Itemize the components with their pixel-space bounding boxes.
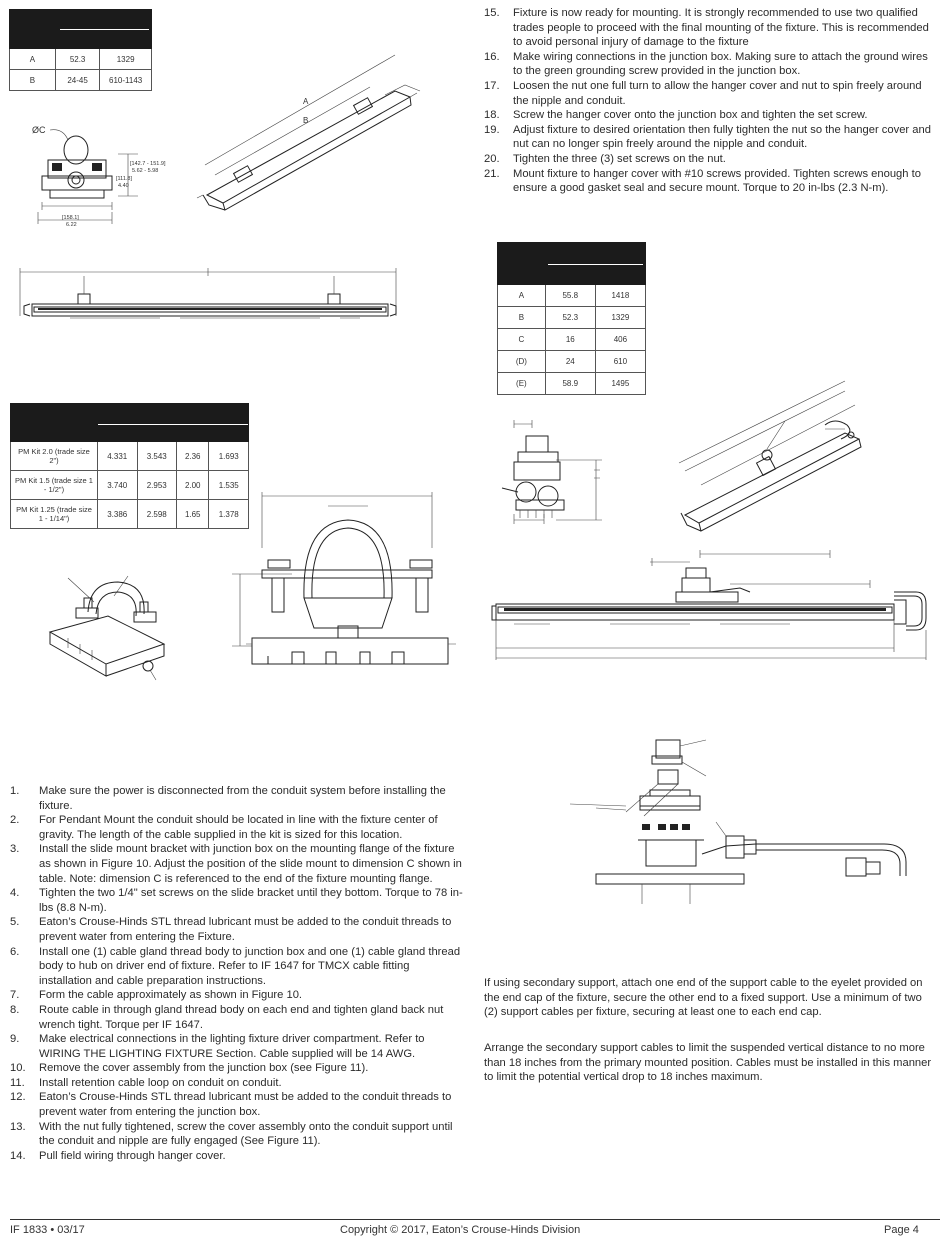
list-item: 17. Loosen the nut one full turn to allow the hanger cover and nut to spin freely around the nipple and conduit. <box>484 79 922 107</box>
list-item: 19. Adjust fixture to desired orientation then fully tighten the nut so the hanger cover and nut can no longer spin freely around the nipple and conduit. <box>484 123 931 151</box>
list-item: 15. Fixture is now ready for mounting. It is strongly recommended to use two qualified trades people to proceed with the final mounting of the fixture. This is recommended to avoid personal injury of damage to the fixture <box>484 7 929 49</box>
document-id: IF 1833 • 03/17 <box>10 1224 85 1236</box>
list-item: 6. Install one (1) cable gland thread body to junction box and one (1) cable gland thread body to hub on driver end of fixture. Refer to IF 1647 for TMCX cable fitting installation and cable preparation instructions. <box>10 945 461 987</box>
table-row: B 52.3 1329 <box>498 307 646 329</box>
pipe-clamp-isometric <box>28 572 168 682</box>
table-row: B 24-45 610-1143 <box>10 70 152 91</box>
list-item: 14. Pull field wiring through hanger cover. <box>10 1149 226 1162</box>
list-item: 9. Make electrical connections in the lighting fixture driver compartment. Refer to WIRING THE LIGHTING FIXTURE Section. Cable supplied will be 14 AWG. <box>10 1033 425 1060</box>
list-item: 2. For Pendant Mount the conduit should be located in line with the fixture center of gravity. The length of the cable supplied in the kit is sized for this location. <box>10 814 438 841</box>
junction-box-side-view <box>496 414 616 526</box>
installation-steps-right <box>484 6 936 196</box>
pipe-clamp-front-view <box>232 488 468 678</box>
table-row: A 55.8 1418 <box>498 285 646 307</box>
list-item: 16. Make wiring connections in the junction box. Making sure to attach the ground wires to the green grounding screw provided in the junction box. <box>484 50 928 78</box>
svg-text:B: B <box>303 116 309 125</box>
fixture-side-view-with-cable <box>490 548 930 668</box>
svg-text:[142.7 - 151.9]: [142.7 - 151.9] <box>130 161 166 167</box>
page-number: Page 4 <box>884 1224 919 1236</box>
svg-text:[158.1]: [158.1] <box>62 215 79 221</box>
list-item: 3. Install the slide mount bracket with junction box on the mounting flange of the fixture as shown in Figure 10. Adjust the position of the slide mount to dimension C shown in table. Note: dimension C is referenced to the end of the fixture mounting flange. <box>10 843 462 885</box>
fixture-isometric-small <box>195 45 435 225</box>
list-item: 5. Eaton’s Crouse-Hinds STL thread lubricant must be added to the conduit threads to prevent water from entering the Fixture. <box>10 916 452 943</box>
bracket-front-view-drawing <box>28 118 188 233</box>
table-row: PM Kit 2.0 (trade size 2") 4.331 3.543 2.36 1.693 <box>11 442 249 471</box>
list-item: 18. Screw the hanger cover onto the junction box and tighten the set screw. <box>484 109 868 122</box>
installation-steps-left <box>10 784 465 1163</box>
copyright-notice: Copyright © 2017, Eaton’s Crouse-Hinds Division <box>340 1224 581 1236</box>
svg-text:4.40: 4.40 <box>118 183 129 189</box>
list-item: 7. Form the cable approximately as shown in Figure 10. <box>10 989 303 1002</box>
dimension-table-small <box>9 9 152 91</box>
table-row: PM Kit 1.25 (trade size 1 - 1/14") 3.386 2.598 1.65 1.378 <box>11 500 249 529</box>
list-item: 13. With the nut fully tightened, screw the cover assembly onto the conduit support until the conduit and nipple are fully engaged (See Figure 11). <box>10 1120 453 1148</box>
list-item: 4. Tighten the two 1/4" set screws on the slide bracket until they bottom. Torque to 78 in-lbs (8.8 N-m). <box>10 887 463 914</box>
table-row: C 16 406 <box>498 329 646 351</box>
list-item: 20. Tighten the three (3) set screws on the nut. <box>484 152 726 165</box>
list-item: 11. Install retention cable loop on conduit on conduit. <box>10 1076 282 1089</box>
list-item: 21. Mount fixture to hanger cover with #10 screws provided. Tighten screws enough to ensure a good gasket seal and secure mount. Torque to 20 in-lbs (2.3 N-m). <box>484 167 921 195</box>
secondary-support-paragraph-1: If using secondary support, attach one end of the support cable to the eyelet provided on the end cap of the fixture, secure the other end to a fixed support. Use a minimum of two (2) support cables per fixture, securing at least one to each end cap. <box>484 977 923 1019</box>
svg-text:6.22: 6.22 <box>66 222 77 228</box>
svg-text:ØC: ØC <box>32 125 46 135</box>
fixture-isometric-large <box>675 375 890 535</box>
secondary-support-paragraph-2: Arrange the secondary support cables to limit the suspended vertical distance to no more than 18 inches from the primary mounted position. Cables must be installed in this manner to limit the potential vertical drop to 18 inches maximum. <box>484 1042 932 1084</box>
table-row: A 52.3 1329 <box>10 49 152 70</box>
list-item: 10. Remove the cover assembly from the junction box (see Figure 11). <box>10 1062 369 1075</box>
list-item: 8. Route cable in through gland thread body on each end and tighten gland back nut wrench tight. Torque per IF 1647. <box>10 1003 444 1031</box>
svg-text:A: A <box>303 97 309 106</box>
hanger-exploded-view <box>566 736 928 906</box>
table-row: (E) 58.9 1495 <box>498 373 646 395</box>
dimension-table-large <box>497 242 646 395</box>
svg-text:[111.8]: [111.8] <box>116 176 133 182</box>
table-row: (D) 24 610 <box>498 351 646 373</box>
table-row: PM Kit 1.5 (trade size 1 - 1/2") 3.740 2.953 2.00 1.535 <box>11 471 249 500</box>
pm-kit-table <box>10 403 249 529</box>
footer-divider <box>10 1219 940 1220</box>
list-item: 1. Make sure the power is disconnected from the conduit system before installing the fixture. <box>10 785 446 812</box>
list-item: 12. Eaton’s Crouse-Hinds STL thread lubricant must be added to the conduit threads to prevent water from entering the junction box. <box>10 1091 452 1119</box>
svg-text:5.62 - 5.98: 5.62 - 5.98 <box>132 168 159 174</box>
fixture-side-view-long <box>20 266 400 330</box>
